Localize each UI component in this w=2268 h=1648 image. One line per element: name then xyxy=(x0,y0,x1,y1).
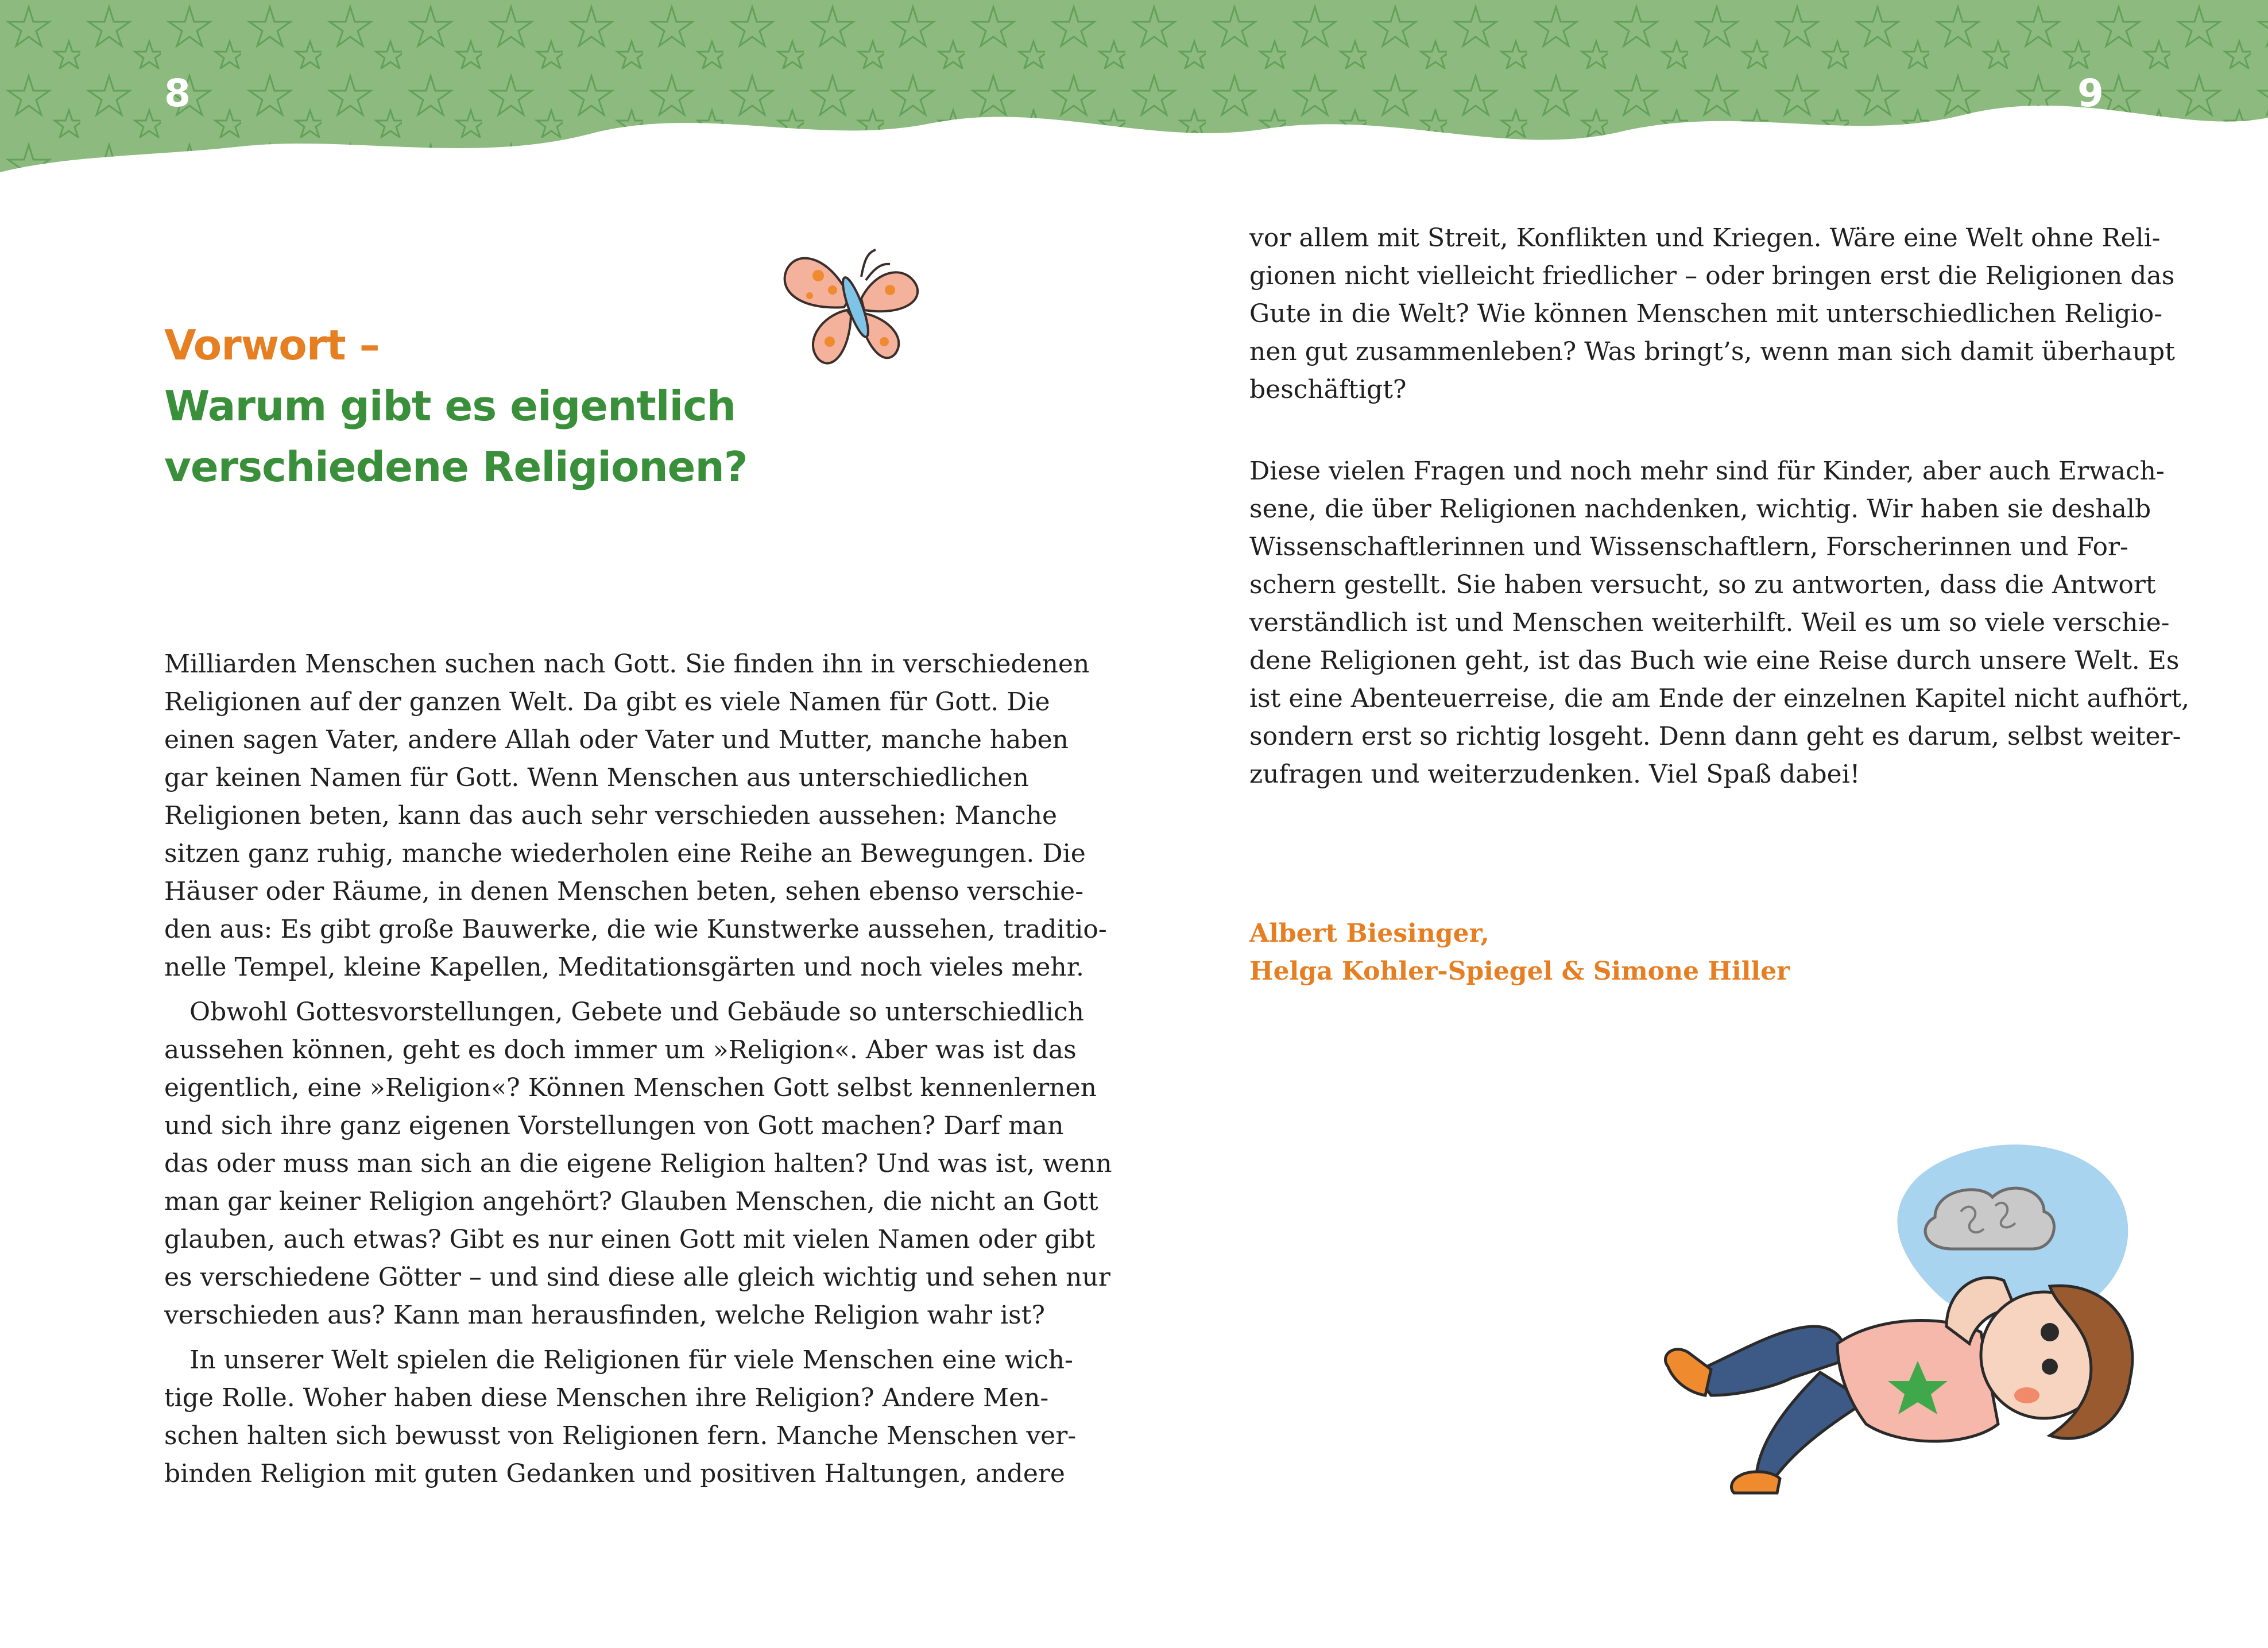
text-line: einen sagen Vater, andere Allah oder Vater und Mutter, manche haben xyxy=(164,725,1069,755)
text-line: vor allem mit Streit, Konflikten und Kriegen. Wäre eine Welt ohne Reli- xyxy=(1249,223,2161,253)
text-line: Religionen auf der ganzen Welt. Da gibt es viele Namen für Gott. Die xyxy=(164,687,1050,717)
text-line: Häuser oder Räume, in denen Menschen beten, sehen ebenso verschie- xyxy=(164,877,1084,906)
text-line: Wissenschaftlerinnen und Wissenschaftlern, Forscherinnen und For- xyxy=(1249,532,2128,562)
butterfly-illustration xyxy=(775,235,930,373)
author-line-1: Albert Biesinger, xyxy=(1249,919,1489,948)
text-line: Religionen beten, kann das auch sehr verschieden aussehen: Manche xyxy=(164,801,1058,830)
text-line: schen halten sich bewusst von Religionen fern. Manche Menschen ver- xyxy=(164,1421,1077,1450)
text-line: sondern erst so richtig losgeht. Denn dann geht es darum, selbst weiter- xyxy=(1249,722,2181,751)
text-line: binden Religion mit guten Gedanken und positiven Haltungen, andere xyxy=(164,1459,1065,1488)
text-line: nelle Tempel, kleine Kapellen, Meditationsgärten und noch vieles mehr. xyxy=(164,953,1084,982)
text-line: den aus: Es gibt große Bauwerke, die wie Kunstwerke aussehen, traditio- xyxy=(164,915,1107,944)
text-line: sene, die über Religionen nachdenken, wichtig. Wir haben sie deshalb xyxy=(1249,494,2151,524)
text-line: verschieden aus? Kann man herausfinden, welche Religion wahr ist? xyxy=(164,1301,1045,1330)
text-line: zufragen und weiterzudenken. Viel Spaß dabei! xyxy=(1249,760,1860,789)
title-line-1: Vorwort – xyxy=(164,321,380,369)
girl-lying-dreaming-illustration xyxy=(1648,1125,2188,1533)
text-line: tige Rolle. Woher haben diese Menschen ihre Religion? Andere Men- xyxy=(164,1383,1049,1413)
text-line: glauben, auch etwas? Gibt es nur einen Gott mit vielen Namen oder gibt xyxy=(164,1225,1096,1254)
title-line-3: verschiedene Religionen? xyxy=(164,443,748,491)
text-line: das oder muss man sich an die eigene Religion halten? Und was ist, wenn xyxy=(164,1149,1112,1178)
text-line: sitzen ganz ruhig, manche wiederholen eine Reihe an Bewegungen. Die xyxy=(164,839,1086,868)
chapter-title xyxy=(164,315,748,497)
page-number-right: 9 xyxy=(2077,71,2104,115)
text-line: gar keinen Namen für Gott. Wenn Menschen aus unterschiedlichen xyxy=(164,763,1029,792)
text-line: verständlich ist und Menschen weiterhilft. Weil es um so viele verschie- xyxy=(1249,608,2170,637)
page-number-left: 8 xyxy=(164,71,191,115)
text-line: Gute in die Welt? Wie können Menschen mit unterschiedlichen Religio- xyxy=(1249,299,2163,328)
text-line: nen gut zusammenleben? Was bringt’s, wenn man sich damit überhaupt xyxy=(1249,337,2175,366)
title-line-2: Warum gibt es eigentlich xyxy=(164,382,736,430)
text-line: eigentlich, eine »Religion«? Können Menschen Gott selbst kennenlernen xyxy=(164,1073,1097,1102)
text-line: In unserer Welt spielen die Religionen für viele Menschen eine wich- xyxy=(189,1345,1073,1375)
text-line: man gar keiner Religion angehört? Glauben Menschen, die nicht an Gott xyxy=(164,1187,1098,1216)
text-line: Milliarden Menschen suchen nach Gott. Sie finden ihn in verschiedenen xyxy=(164,649,1090,679)
text-line: Diese vielen Fragen und noch mehr sind für Kinder, aber auch Erwach- xyxy=(1249,457,2165,486)
text-line: und sich ihre ganz eigenen Vorstellungen von Gott machen? Darf man xyxy=(164,1111,1064,1140)
text-line: aussehen können, geht es doch immer um »Religion«. Aber was ist das xyxy=(164,1035,1077,1065)
author-line-2: Helga Kohler-Spiegel & Simone Hiller xyxy=(1249,957,1790,986)
text-line: Obwohl Gottesvorstellungen, Gebete und Gebäude so unterschiedlich xyxy=(189,997,1084,1027)
header-band xyxy=(0,0,2268,172)
text-line: beschäftigt? xyxy=(1249,375,1407,404)
text-line: schern gestellt. Sie haben versucht, so zu antworten, dass die Antwort xyxy=(1249,570,2156,599)
text-line: gionen nicht vielleicht friedlicher – oder bringen erst die Religionen das xyxy=(1249,261,2175,291)
text-line: dene Religionen geht, ist das Buch wie eine Reise durch unsere Welt. Es xyxy=(1249,646,2180,675)
text-line: es verschiedene Götter – und sind diese alle gleich wichtig und sehen nur xyxy=(164,1263,1110,1292)
text-line: ist eine Abenteuerreise, die am Ende der einzelnen Kapitel nicht aufhört, xyxy=(1249,684,2190,713)
